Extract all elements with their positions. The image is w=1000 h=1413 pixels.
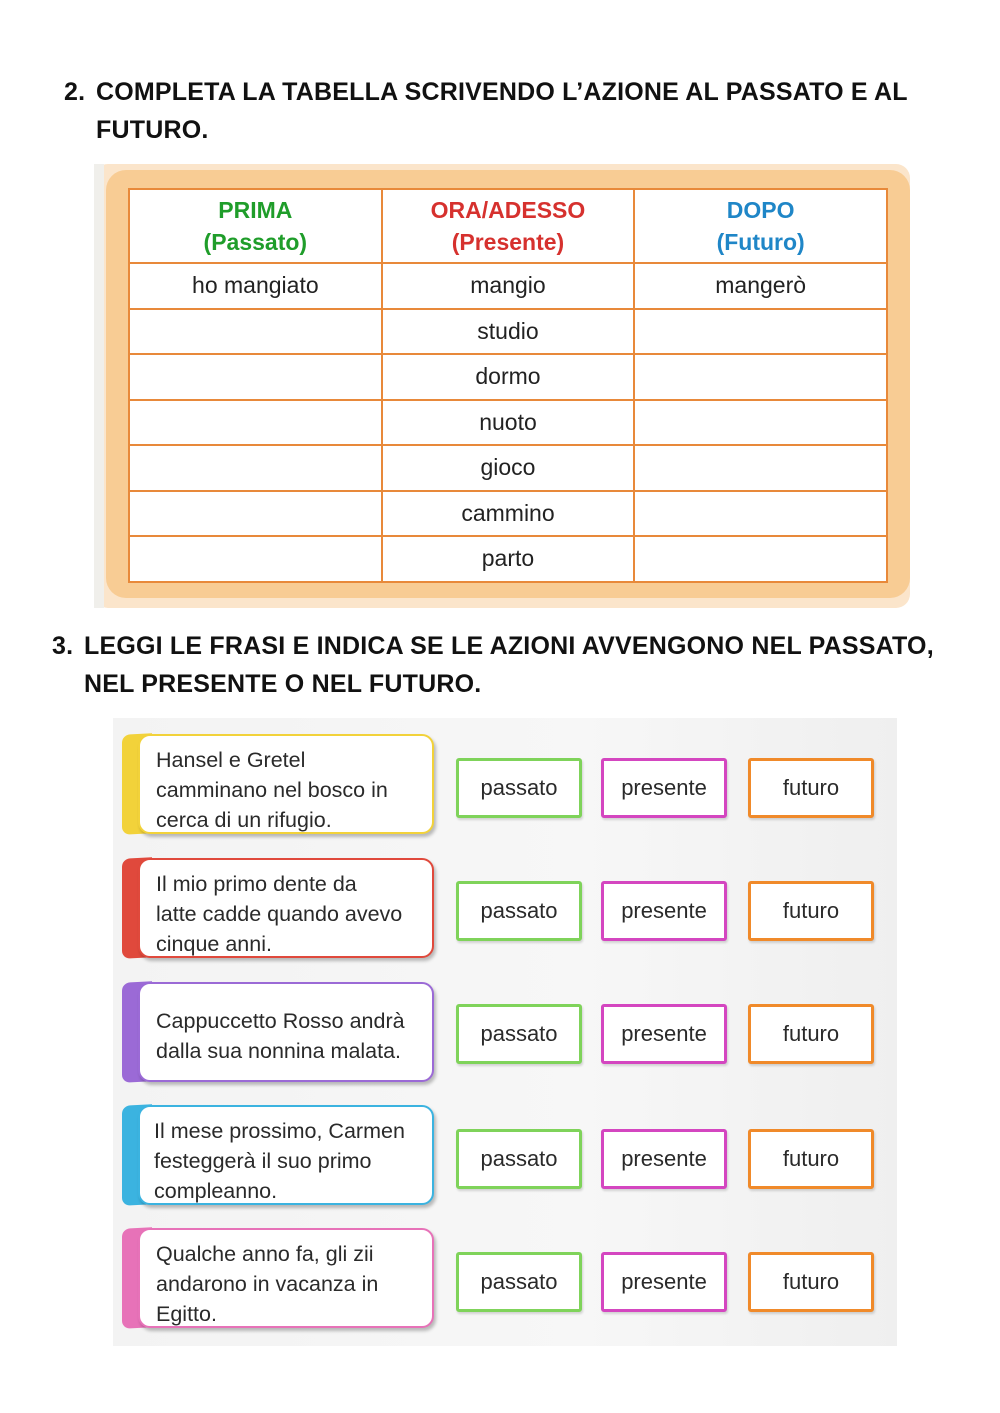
sentence-card-2 [122, 858, 434, 958]
sentence-line: Cappuccetto Rosso andrà [156, 1009, 405, 1033]
option-presente-1[interactable]: presente [601, 758, 727, 818]
option-passato-5[interactable]: passato [456, 1252, 582, 1312]
table-row [129, 309, 887, 355]
cell-past-blank[interactable] [129, 491, 382, 537]
option-passato-3[interactable]: passato [456, 1004, 582, 1064]
cell-past-blank[interactable] [129, 309, 382, 355]
tense-table-header-row [129, 189, 887, 263]
option-presente-3[interactable]: presente [601, 1004, 727, 1064]
cell-future-blank[interactable] [634, 445, 887, 491]
sentence-text [138, 1105, 434, 1205]
option-presente-5[interactable]: presente [601, 1252, 727, 1312]
option-futuro-4[interactable]: futuro [748, 1129, 874, 1189]
exercise-2-heading [64, 73, 944, 149]
cell-present: mangio [382, 263, 635, 309]
option-passato-1[interactable]: passato [456, 758, 582, 818]
cell-future: mangerò [634, 263, 887, 309]
table-row [129, 445, 887, 491]
header-prima-sub: (Passato) [203, 229, 308, 255]
sentence-line: camminano nel bosco in [156, 778, 388, 802]
sentence-text [138, 734, 434, 834]
cell-present: parto [382, 536, 635, 582]
sentence-line: Hansel e Gretel [156, 748, 306, 772]
exercise-3-number: 3. [52, 632, 74, 660]
sentence-text [138, 982, 434, 1082]
header-ora [382, 189, 635, 263]
cell-future-blank[interactable] [634, 309, 887, 355]
table-row [129, 536, 887, 582]
cell-future-blank[interactable] [634, 536, 887, 582]
sentence-line: Il mio primo dente da [156, 872, 357, 896]
exercise-2-title: COMPLETA LA TABELLA SCRIVENDO L’AZIONE AL PASSATO E AL FUTURO. [96, 78, 908, 144]
cell-past: ho mangiato [129, 263, 382, 309]
cell-future-blank[interactable] [634, 400, 887, 446]
cell-present: nuoto [382, 400, 635, 446]
exercise-2-number: 2. [64, 78, 86, 106]
cell-present: cammino [382, 491, 635, 537]
option-passato-4[interactable]: passato [456, 1129, 582, 1189]
sentence-text [138, 858, 434, 958]
cell-past-blank[interactable] [129, 354, 382, 400]
sentence-line: cerca di un rifugio. [156, 808, 332, 832]
cell-future-blank[interactable] [634, 354, 887, 400]
tense-table [128, 188, 888, 583]
option-presente-2[interactable]: presente [601, 881, 727, 941]
table-row [129, 400, 887, 446]
header-prima-label: PRIMA [218, 197, 293, 223]
header-prima [129, 189, 382, 263]
sentence-card-4 [122, 1105, 434, 1205]
sentence-line: dalla sua nonnina malata. [156, 1039, 402, 1063]
sentence-card-1 [122, 734, 434, 834]
sentence-line: latte cadde quando avevo [156, 902, 403, 926]
cell-present: dormo [382, 354, 635, 400]
option-futuro-1[interactable]: futuro [748, 758, 874, 818]
table-row [129, 491, 887, 537]
header-dopo-label: DOPO [726, 197, 795, 223]
cell-past-blank[interactable] [129, 445, 382, 491]
sentence-card-5 [122, 1228, 434, 1328]
option-futuro-2[interactable]: futuro [748, 881, 874, 941]
table-row [129, 354, 887, 400]
sentence-card-3 [122, 982, 434, 1082]
cell-present: gioco [382, 445, 635, 491]
cell-past-blank[interactable] [129, 400, 382, 446]
sentence-line: Egitto. [156, 1302, 217, 1326]
sentence-line: Il mese prossimo, Carmen [154, 1119, 405, 1143]
header-dopo [634, 189, 887, 263]
header-dopo-sub: (Futuro) [716, 229, 805, 255]
option-passato-2[interactable]: passato [456, 881, 582, 941]
sentence-line: cinque anni. [156, 932, 272, 956]
sentence-line: Qualche anno fa, gli zii [156, 1242, 374, 1266]
option-presente-4[interactable]: presente [601, 1129, 727, 1189]
header-ora-label: ORA/ADESSO [430, 197, 586, 223]
cell-past-blank[interactable] [129, 536, 382, 582]
option-futuro-3[interactable]: futuro [748, 1004, 874, 1064]
cell-present: studio [382, 309, 635, 355]
header-ora-sub: (Presente) [451, 229, 565, 255]
sentence-line: festeggerà il suo primo [154, 1149, 372, 1173]
exercise-3-title: LEGGI LE FRASI E INDICA SE LE AZIONI AVVENGONO NEL PASSATO, NEL PRESENTE O NEL FUTURO. [84, 632, 934, 698]
exercise-3-heading [52, 627, 952, 703]
option-futuro-5[interactable]: futuro [748, 1252, 874, 1312]
cell-future-blank[interactable] [634, 491, 887, 537]
table-row [129, 263, 887, 309]
sentence-text [138, 1228, 434, 1328]
sentence-line: compleanno. [154, 1179, 278, 1203]
sentence-line: andarono in vacanza in [156, 1272, 379, 1296]
